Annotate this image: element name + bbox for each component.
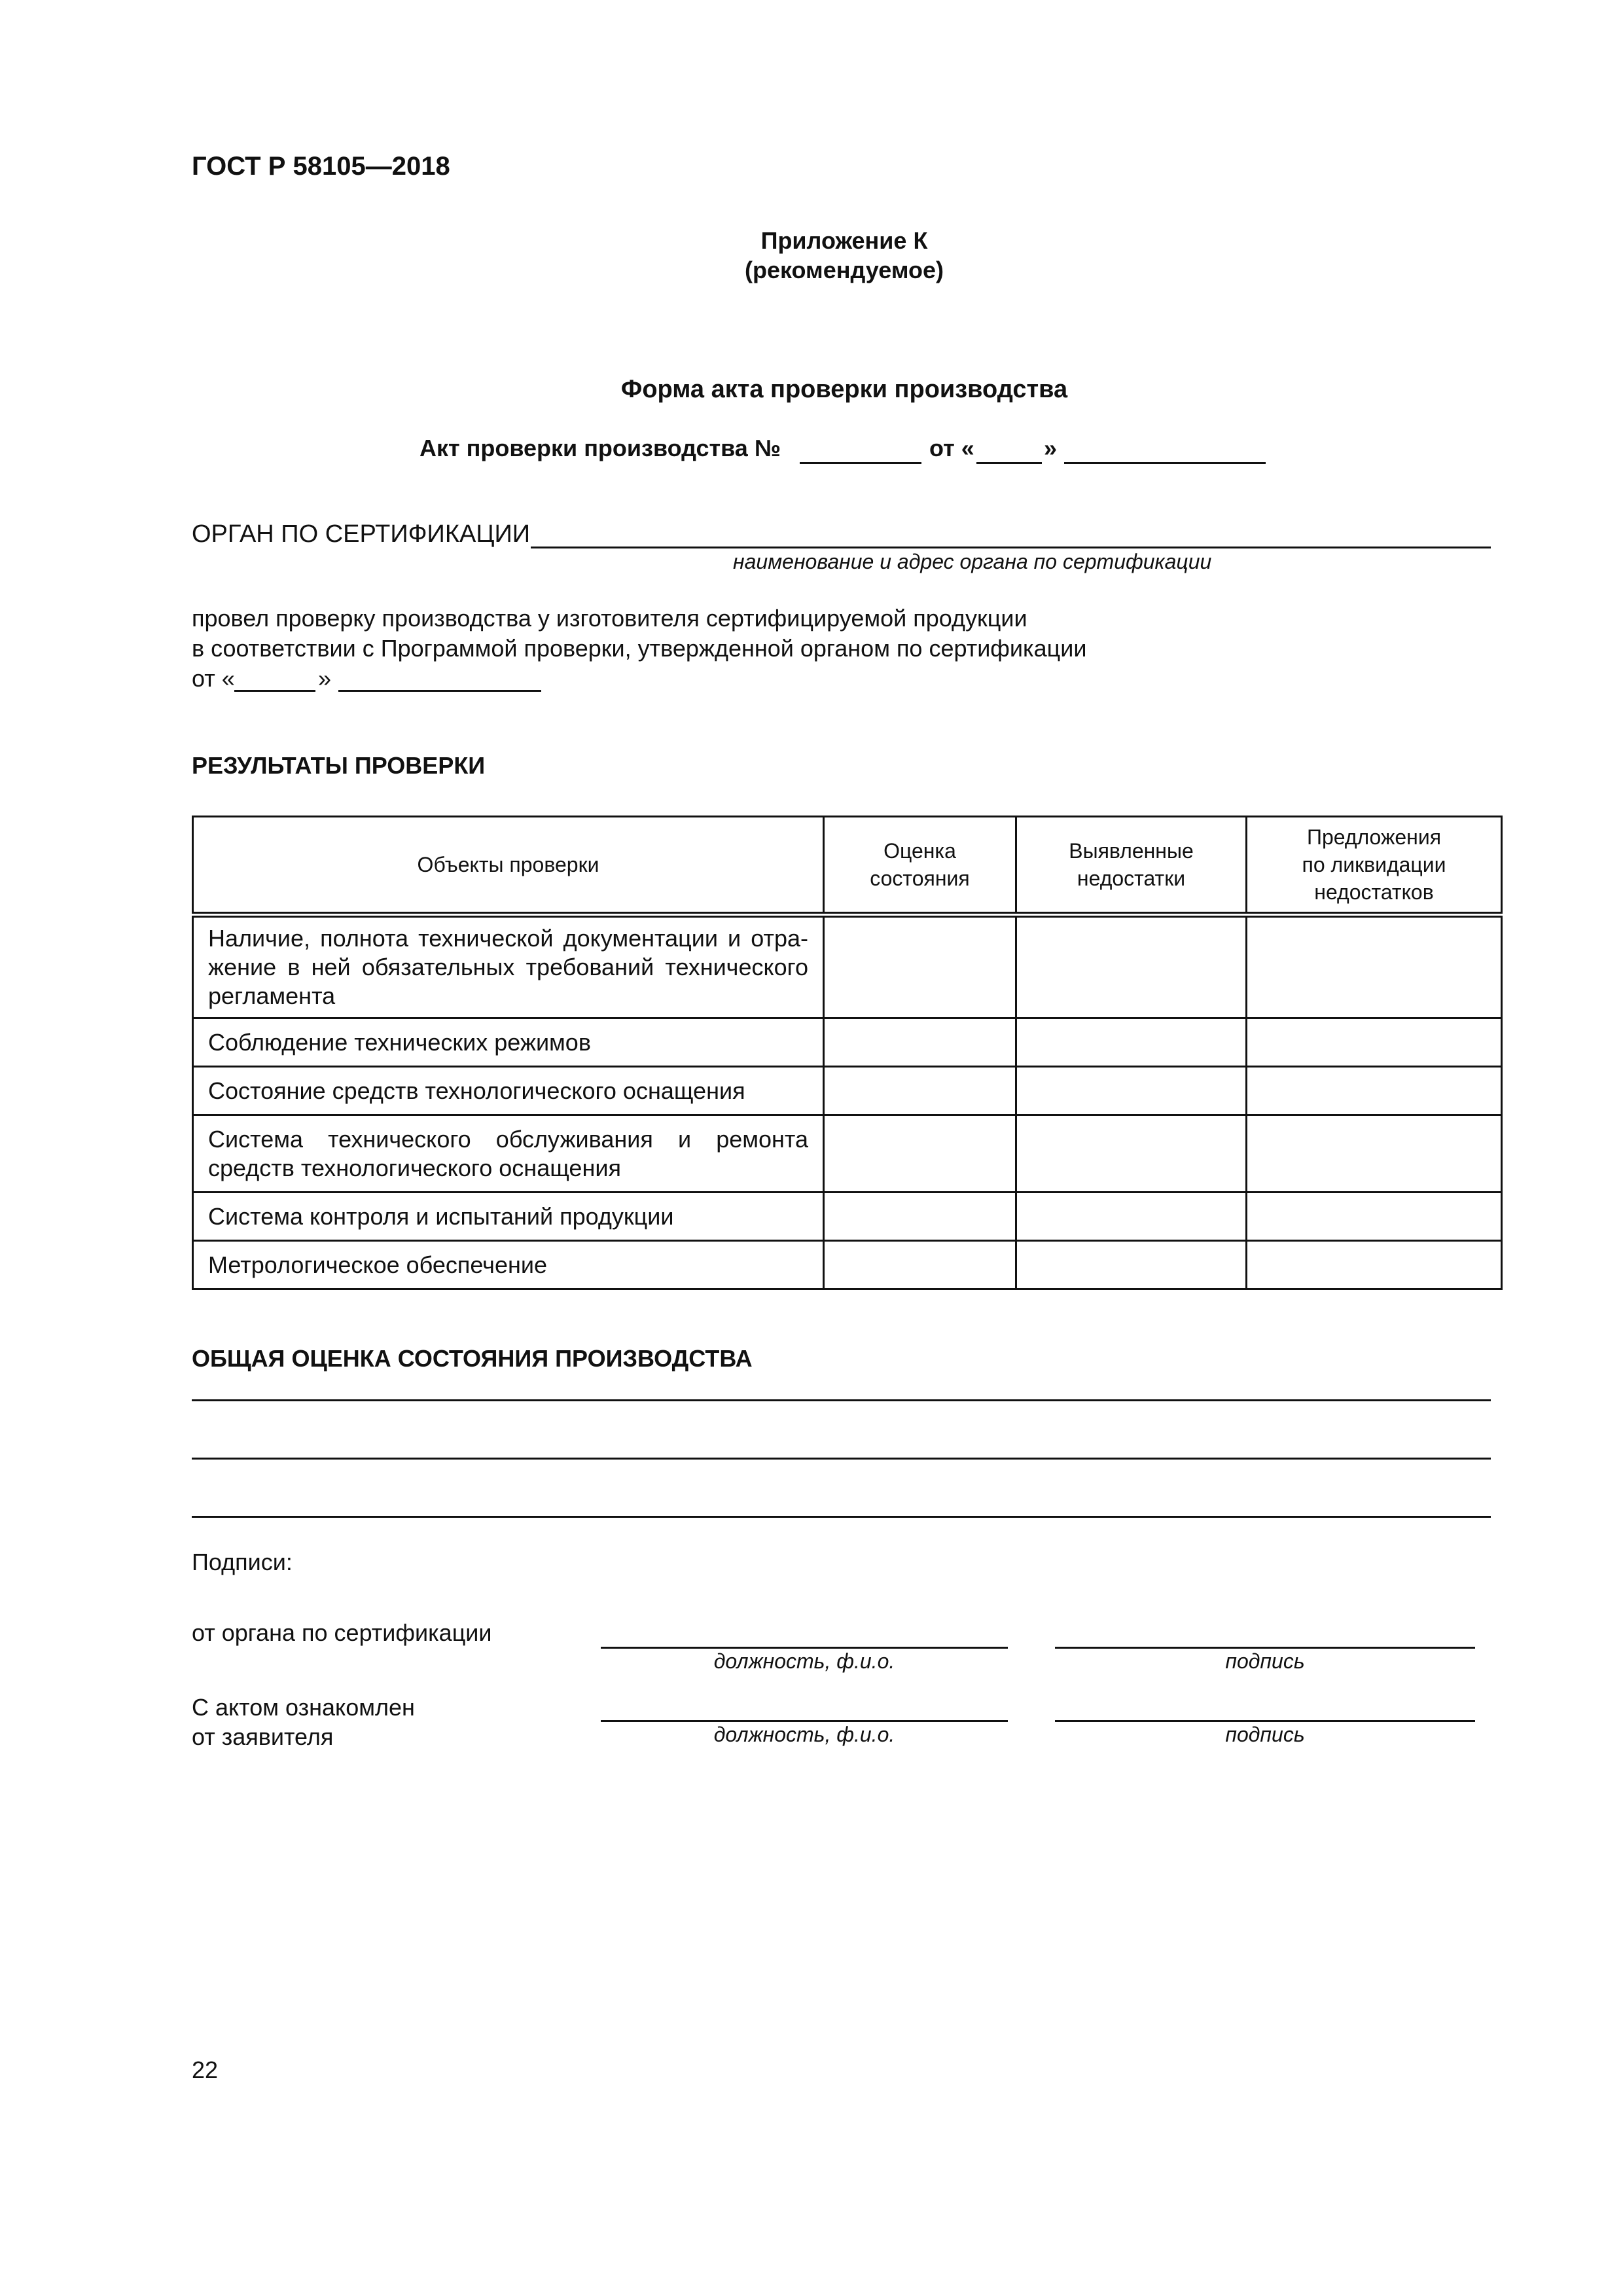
act-number-field[interactable] — [800, 462, 921, 464]
assessment-cell[interactable] — [824, 1067, 1016, 1115]
form-title: Форма акта проверки производства — [620, 376, 1068, 403]
applicant-label-line-2: от заявителя — [192, 1723, 334, 1750]
applicant-position-field[interactable] — [601, 1720, 1008, 1722]
act-day-field[interactable] — [976, 462, 1042, 464]
organ-caption: наименование и адрес органа по сертификации — [733, 550, 1212, 573]
results-table — [192, 816, 1503, 1290]
assessment-cell[interactable] — [824, 915, 1016, 1018]
proposals-cell[interactable] — [1247, 1193, 1502, 1241]
row-object-documentation: Наличие, полнота технической документации и отра-жение в ней обязательных требований технического регламента — [193, 915, 824, 1018]
row-object-metrology: Метрологическое обеспечение — [193, 1241, 824, 1289]
act-date-close-quote: » — [1044, 435, 1058, 461]
table-row — [193, 915, 1502, 1018]
organ-signature-field[interactable] — [1055, 1647, 1475, 1649]
appendix-title: Приложение К — [760, 227, 928, 254]
proposals-cell[interactable] — [1247, 1018, 1502, 1067]
proposals-cell[interactable] — [1247, 1241, 1502, 1289]
column-header-assessment-text: Оценка состояния — [870, 839, 970, 890]
document-id: ГОСТ Р 58105—2018 — [192, 152, 450, 181]
program-month-year-field[interactable] — [338, 690, 541, 692]
table-row — [193, 1115, 1502, 1193]
act-number-prefix: Акт проверки производства № — [419, 435, 781, 461]
proposals-cell[interactable] — [1247, 915, 1502, 1018]
organ-label: ОРГАН ПО СЕРТИФИКАЦИИ — [192, 520, 531, 548]
column-header-objects — [193, 817, 824, 915]
table-row — [193, 1241, 1502, 1289]
deficiencies-cell[interactable] — [1016, 1193, 1247, 1241]
overall-line-3[interactable] — [192, 1516, 1491, 1518]
paragraph-line-2: в соответствии с Программой проверки, утвержденной органом по сертификации — [192, 635, 1087, 662]
column-header-deficiencies — [1016, 817, 1247, 915]
act-month-year-field[interactable] — [1064, 462, 1266, 464]
table-row — [193, 1067, 1502, 1115]
organ-signature-caption: подпись — [1225, 1649, 1305, 1673]
deficiencies-cell[interactable] — [1016, 1067, 1247, 1115]
assessment-cell[interactable] — [824, 1193, 1016, 1241]
program-day-field[interactable] — [234, 690, 315, 692]
overall-line-1[interactable] — [192, 1399, 1491, 1401]
page-number: 22 — [192, 2056, 219, 2083]
applicant-signature-field[interactable] — [1055, 1720, 1475, 1722]
assessment-cell[interactable] — [824, 1241, 1016, 1289]
row-object-maintenance-system: Система технического обслуживания и ремонта средств технологического оснащения — [193, 1115, 824, 1193]
proposals-cell[interactable] — [1247, 1115, 1502, 1193]
row-object-equipment-state: Состояние средств технологического оснащения — [193, 1067, 824, 1115]
paragraph-line-1: провел проверку производства у изготовителя сертифицируемой продукции — [192, 605, 1027, 632]
applicant-signature-caption: подпись — [1225, 1723, 1305, 1746]
table-row — [193, 1018, 1502, 1067]
column-header-objects-text: Объекты проверки — [417, 853, 599, 876]
column-header-proposals-text: Предложения по ликвидации недостатков — [1302, 825, 1446, 904]
proposals-cell[interactable] — [1247, 1067, 1502, 1115]
overall-heading: ОБЩАЯ ОЦЕНКА СОСТОЯНИЯ ПРОИЗВОДСТВА — [192, 1345, 753, 1372]
paragraph-date-prefix: от « — [192, 665, 235, 692]
appendix-note: (рекомендуемое) — [745, 257, 944, 283]
table-header-row — [193, 817, 1502, 915]
row-object-technical-modes: Соблюдение технических режимов — [193, 1018, 824, 1067]
overall-line-2[interactable] — [192, 1458, 1491, 1460]
assessment-cell[interactable] — [824, 1018, 1016, 1067]
applicant-label-line-1: С актом ознакомлен — [192, 1694, 415, 1721]
deficiencies-cell[interactable] — [1016, 1018, 1247, 1067]
organ-position-caption: должность, ф.и.о. — [713, 1649, 895, 1673]
organ-signature-label: от органа по сертификации — [192, 1619, 492, 1646]
deficiencies-cell[interactable] — [1016, 915, 1247, 1018]
table-row — [193, 1193, 1502, 1241]
column-header-deficiencies-text: Выявленные недостатки — [1069, 839, 1194, 890]
column-header-proposals — [1247, 817, 1502, 915]
deficiencies-cell[interactable] — [1016, 1115, 1247, 1193]
organ-position-field[interactable] — [601, 1647, 1008, 1649]
assessment-cell[interactable] — [824, 1115, 1016, 1193]
column-header-assessment — [824, 817, 1016, 915]
organ-name-field[interactable] — [531, 547, 1491, 548]
act-date-from: от « — [929, 435, 974, 461]
results-heading: РЕЗУЛЬТАТЫ ПРОВЕРКИ — [192, 752, 486, 779]
applicant-position-caption: должность, ф.и.о. — [713, 1723, 895, 1746]
row-object-control-testing: Система контроля и испытаний продукции — [193, 1193, 824, 1241]
paragraph-date-close-quote: » — [318, 665, 332, 692]
deficiencies-cell[interactable] — [1016, 1241, 1247, 1289]
signatures-label: Подписи: — [192, 1549, 293, 1575]
